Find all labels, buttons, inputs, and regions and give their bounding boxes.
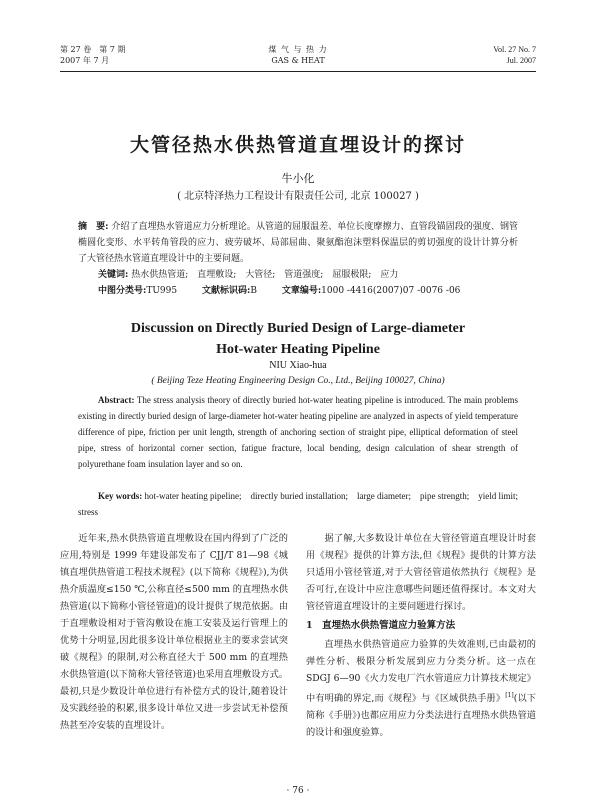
keywords-cn-label: 关键词: [98,270,129,280]
abstract-cn-label: 摘 要: [78,222,109,232]
abstract-cn-text: 介绍了直埋热水管道应力分析理论。从管道的屈服温差、单位长度摩擦力、直管段锚固段的强度、钢管椭圆化变形、水平转角管段的应力、疲劳破坏、局部屈曲、聚氨酯泡沫塑料保温层的剪切强度的设计计算分析了大管径热水管道直埋设计中的主要问题。 [78,222,518,264]
body-column-left [60,530,288,734]
article-no-value: 1000 -4416(2007)07 -0076 -06 [321,286,461,296]
article-no-label: 文章编号: [281,286,322,296]
title-en-line1: Discussion on Directly Buried Design of Large-diameter [130,321,466,336]
header-rule [60,71,536,72]
body-paragraph: 近年来,热水供热管道直埋敷设在国内得到了广泛的应用,特别是 1999 年建设部发布了 CJJ/T 81—98《城镇直埋供热管道工程技术规程》(以下简称《规程》),为供热介质温度≤150 ℃,公称直径≤500 mm 的直埋热水供热管道(以下简称小管径管道)的设计提供了规范依据。由于直埋敷设相对于管沟敷设在施工安装及运行管理上的优势十分明显,因此很多设计单位根据业主的要求尝试突破《规程》的限制,对公称直径大于 500 mm 的直埋热水供热管道(以下简称大管径管道)也采用直埋敷设方式。最初,只是少数设计单位进行有补偿方式的设计,随着设计及实践经验的积累,很多设计单位又进一步尝试无补偿预热甚至冷安装的直埋设计。 [60,533,288,731]
keywords-en [78,488,528,520]
body-text: (以下简称《手册》)也都应用应力分类法进行直埋热水供热管道的设计和强度验算。 [306,693,536,739]
doc-code-label: 文献标识码: [201,286,251,296]
title-en-line2: Hot-water Heating Pipeline [216,342,380,357]
clc-label: 中图分类号: [98,286,147,296]
author-en: NIU Xiao-hua [269,360,327,371]
volume-issue-en: Vol. 27 No. 7 [493,45,536,54]
journal-name-cn: 煤 气 与 热 力 [268,45,328,54]
abstract-en [78,392,518,472]
abstract-en-text: The stress analysis theory of directly buried hot-water heating pipeline is introduced. The main problems existing in directly buried design of large-diameter hot-water heating pipeline are analyzed in aspects of yield temperature difference of pipe, friction per unit length, strength of anchoring section of straight pipe, elliptical deformation of steel pipe, stress of horizontal corner section, fatigue fracture, local bending, design calculation of shear strength of polyurethane foam insulation layer and so on. [78,395,519,469]
keywords-cn [98,267,518,283]
affiliation-en: ( Beijing Teze Heating Engineering Design Co., Ltd., Beijing 100027, China) [151,376,445,386]
abstract-en-label: Abstract: [98,395,135,405]
body-text: 直埋热水供热管道应力验算的失效准则,已由最初的弹性分析、极限分析发展到应力分类分析。这一点在 SDGJ 6—90《火力发电厂汽水管道应力计算技术规定》中有明确的界定,而《规程》与《区域供热手册》 [306,639,536,705]
keywords-en-label: Key words: [98,491,143,501]
doc-code-value: B [250,286,257,296]
body-paragraph [306,636,536,741]
title-cn: 大管径热水供热管道直埋设计的探讨 [129,134,466,156]
journal-name-en: GAS & HEAT [271,56,325,65]
clc-value: TU995 [146,286,178,296]
page-number: · 76 · [286,786,310,796]
header-left [60,44,125,66]
keywords-en-text: hot-water heating pipeline; directly buried installation; large diameter; pipe strength; yield limit; stress [78,491,528,517]
issue-date-en: Jul. 2007 [506,56,536,65]
author-cn: 牛小化 [281,172,315,185]
body-paragraph: 据了解,大多数设计单位在大管径管道直埋设计时套用《规程》提供的计算方法,但《规程》提供的计算方法只适用小管径管道,对于大管径管道依然执行《规程》是否可行,在设计中应注意哪些问题还值得探讨。本文对大管径管道直埋设计的主要问题进行探讨。 [306,533,536,612]
section-1-heading: 1 直埋热水供热管道应力验算方法 [306,620,456,631]
volume-issue: 第 27 卷 第 7 期 [60,45,126,54]
affiliation-cn: ( 北京特泽热力工程设计有限责任公司, 北京 100027 ) [177,191,419,202]
header-right [493,44,536,66]
header-center [198,44,398,66]
classification-line [98,283,518,299]
keywords-cn-text: 热水供热管道; 直埋敷设; 大管径; 管道强度; 屈服极限; 应力 [131,270,399,280]
abstract-cn [78,219,518,267]
issue-date: 2007 年 7 月 [60,56,110,65]
body-column-right [306,530,536,741]
reference-mark: [1] [505,692,514,699]
